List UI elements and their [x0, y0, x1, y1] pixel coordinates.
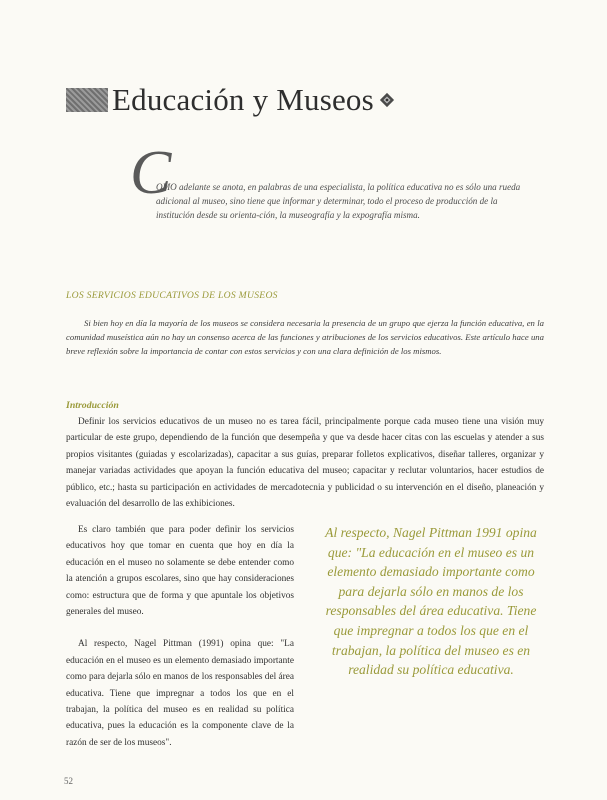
epigraph-text [130, 180, 525, 222]
page-title: Educación y Museos [112, 82, 374, 117]
page-header [66, 82, 395, 118]
page-number: 52 [64, 776, 73, 786]
left-paragraph-2: Al respecto, Nagel Pittman (1991) opina que: "La educación en el museo es un elemento demasiado importante como para dejarla sólo en manos de los responsables del área educativa. Tiene que impregnar a todos los que en el trabajan, la política del museo es en realidad su política educativa, pues la educación es la componente clave de la razón de ser de los museos". [66, 639, 294, 748]
pull-quote: Al respecto, Nagel Pittman 1991 opina que: "La educación en el museo es un elemento demasiado importante como para dejarla sólo en manos de los responsables del área educativa. Tiene que impregnar a todos los que en el trabajan, la política del museo es en realidad su política educativa. [325, 525, 537, 678]
intro-paragraph: Definir los servicios educativos de un museo no es tarea fácil, principalmente porque cada museo tiene una visión muy particular de este grupo, dependiendo de la función que desempeña y que va desde hacer citas con las escuelas y atender a sus propios visitantes (guiadas y escolarizadas), capacitar a sus guías, preparar folletos explicativos, diseñar talleres, organizar y manejar variadas actividades que apoyan la función educativa del museo; capacitar y reclutar voluntarios, hacer estudios de público, etc.; hasta su participación en actividades de mercadotecnia y publicidad o su intervención en el diseño, planeación y evaluación del desarrollo de las exhibiciones. [66, 417, 544, 510]
epigraph-body: OMO adelante se anota, en palabras de una especialista, la política educativa no es sólo una rueda adicional al museo, sino tiene que informar y determinar, todo el proceso de producción de la institución desde su orienta-ción, la museografía y la expografía misma. [156, 182, 521, 220]
ornament-icon [379, 92, 395, 108]
abstract-paragraph: Si bien hoy en día la mayoría de los museos se considera necesaria la presencia de un grupo que ejerza la función educativa, en la comunidad museística aún no hay un consenso acerca de las funciones y atribuciones de los servicios educativos. Este artículo hace una breve reflexión sobre la importancia de contar con estos servicios y con una clara definición de los mismos. [66, 318, 544, 356]
title-decorative-bar [66, 88, 108, 112]
drop-cap: C [130, 139, 172, 207]
left-paragraph-1: Es claro también que para poder definir los servicios educativos hoy que tomar en cuenta que hoy en día la educación en el museo no solamente se debe entender como la atención a grupos escolares, sino que hay consideraciones como: estructura que de forma y que apuntale los objetivos generales del museo. [66, 525, 294, 618]
intro-heading: Introducción [66, 400, 119, 411]
section-heading: LOS SERVICIOS EDUCATIVOS DE LOS MUSEOS [66, 290, 278, 301]
left-column [66, 522, 294, 751]
